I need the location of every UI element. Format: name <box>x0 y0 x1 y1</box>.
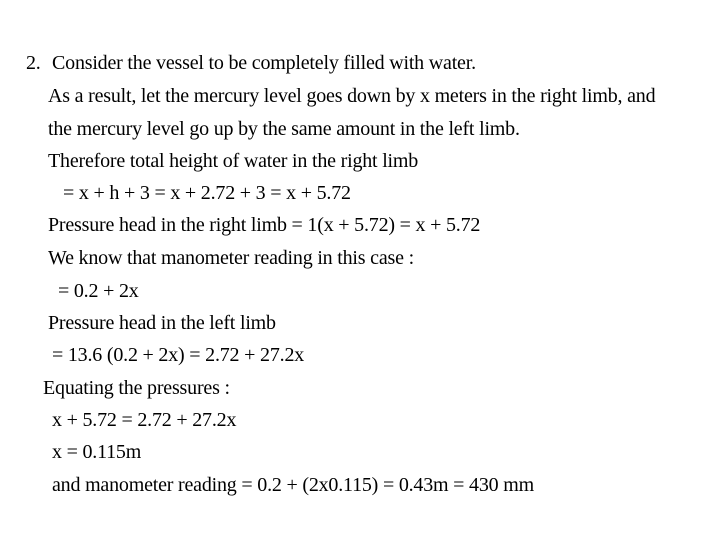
text-line-2: As a result, let the mercury level goes down by x meters in the right limb, and <box>48 85 656 107</box>
equation-line-8: = 0.2 + 2x <box>58 280 139 302</box>
equation-line-5: = x + h + 3 = x + 2.72 + 3 = x + 5.72 <box>63 182 351 204</box>
solution-step-line <box>26 51 476 75</box>
text-line-4: Therefore total height of water in the right limb <box>48 150 419 172</box>
text-line-9: Pressure head in the left limb <box>48 312 276 334</box>
equation-line-10: = 13.6 (0.2 + 2x) = 2.72 + 27.2x <box>52 344 305 366</box>
result-line-14: and manometer reading = 0.2 + (2x0.115) = 0.43m = 430 mm <box>52 474 534 496</box>
text-line-11: Equating the pressures : <box>43 377 230 399</box>
text-line-7: We know that manometer reading in this case : <box>48 247 414 269</box>
text-line-6: Pressure head in the right limb = 1(x + 5.72) = x + 5.72 <box>48 214 481 236</box>
item-number: 2. <box>26 52 41 74</box>
equation-line-13: x = 0.115m <box>52 441 142 463</box>
text-line-1: Consider the vessel to be completely filled with water. <box>52 52 476 74</box>
equation-line-12: x + 5.72 = 2.72 + 27.2x <box>52 409 237 431</box>
text-line-3: the mercury level go up by the same amount in the left limb. <box>48 118 520 140</box>
